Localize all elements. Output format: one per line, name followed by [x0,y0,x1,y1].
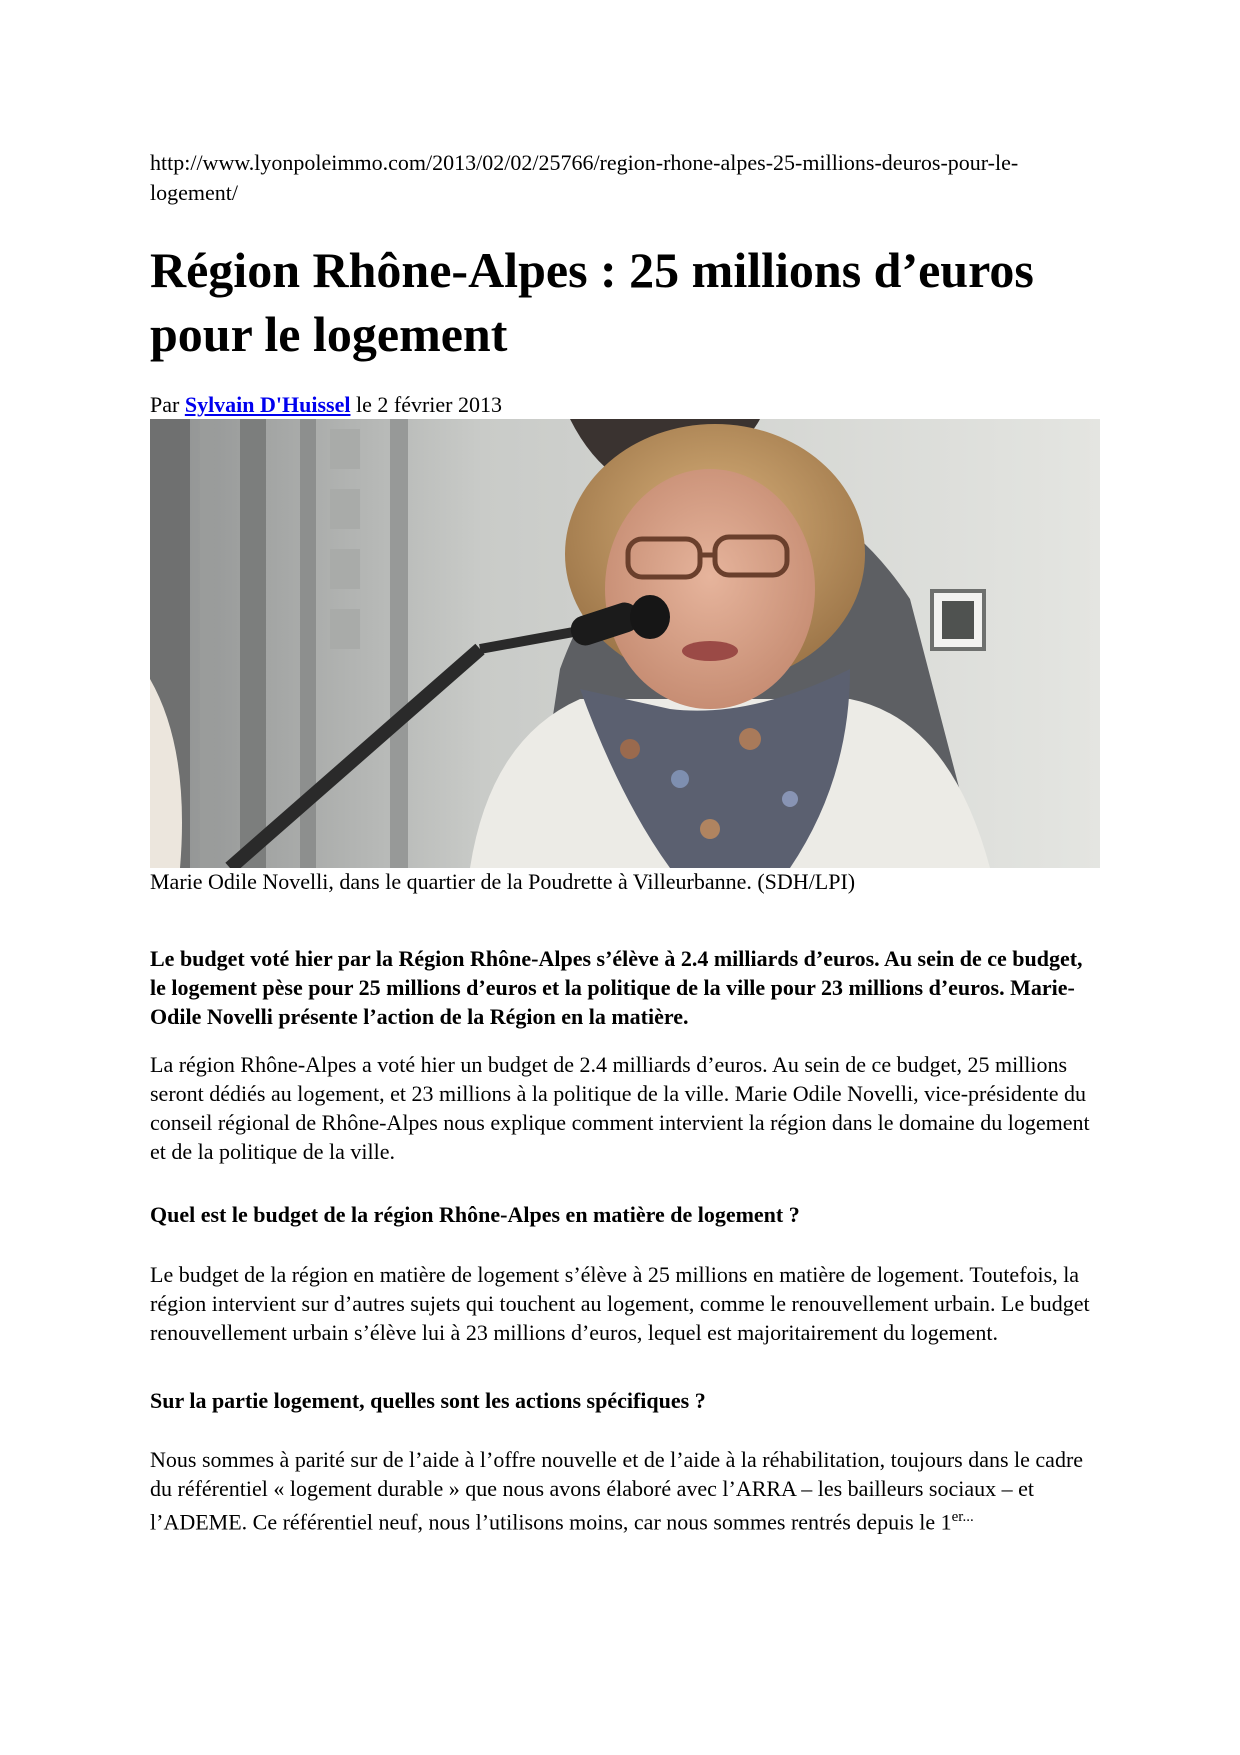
source-url: http://www.lyonpoleimmo.com/2013/02/02/25766/region-rhone-alpes-25-millions-deuros-pour-le-logement/ [150,150,1019,205]
article-title: Région Rhône-Alpes : 25 millions d’euros pour le logement [150,242,1034,362]
answer-2 [150,1445,1100,1536]
photo-caption: Marie Odile Novelli, dans le quartier de la Poudrette à Villeurbanne. (SDH/LPI) [150,869,856,894]
answer-2-superscript: er... [951,1509,974,1525]
paragraph-1: La région Rhône-Alpes a voté hier un budget de 2.4 milliards d’euros. Au sein de ce budget, 25 millions seront dédiés au logement, et 23 millions à la politique de la ville. Marie Odile Novelli, vice-présidente du conseil régional de Rhône-Alpes nous explique comment intervient la région dans le domaine du logement et de la politique de la ville. [150,1052,1090,1164]
byline [150,390,502,420]
question-1: Quel est le budget de la région Rhône-Alpes en matière de logement ? [150,1202,800,1227]
answer-2-text: Nous sommes à parité sur de l’aide à l’offre nouvelle et de l’aide à la réhabilitation, toujours dans le cadre du référentiel « logement durable » que nous avons élaboré avec l’ARRA – les bailleurs sociaux – et l’ADEME. Ce référentiel neuf, nous l’utilisons moins, car nous sommes rentrés depuis le 1 [150,1447,1084,1535]
author-link[interactable]: Sylvain D'Huissel [184,392,351,417]
article-photo [150,419,1100,868]
byline-prefix: Par [150,392,180,417]
question-2: Sur la partie logement, quelles sont les actions spécifiques ? [150,1388,706,1413]
publication-date: le 2 février 2013 [355,392,502,417]
article-lede: Le budget voté hier par la Région Rhône-Alpes s’élève à 2.4 milliards d’euros. Au sein de ce budget, le logement pèse pour 25 millions d’euros et la politique de la ville pour 23 millions d’euros. Marie-Odile Novelli présente l’action de la Région en la matière. [150,946,1083,1029]
answer-1: Le budget de la région en matière de logement s’élève à 25 millions en matière de logement. Toutefois, la région intervient sur d’autres sujets qui touchent au logement, comme le renouvellement urbain. Le budget renouvellement urbain s’élève lui à 23 millions d’euros, lequel est majoritairement du logement. [150,1262,1090,1345]
